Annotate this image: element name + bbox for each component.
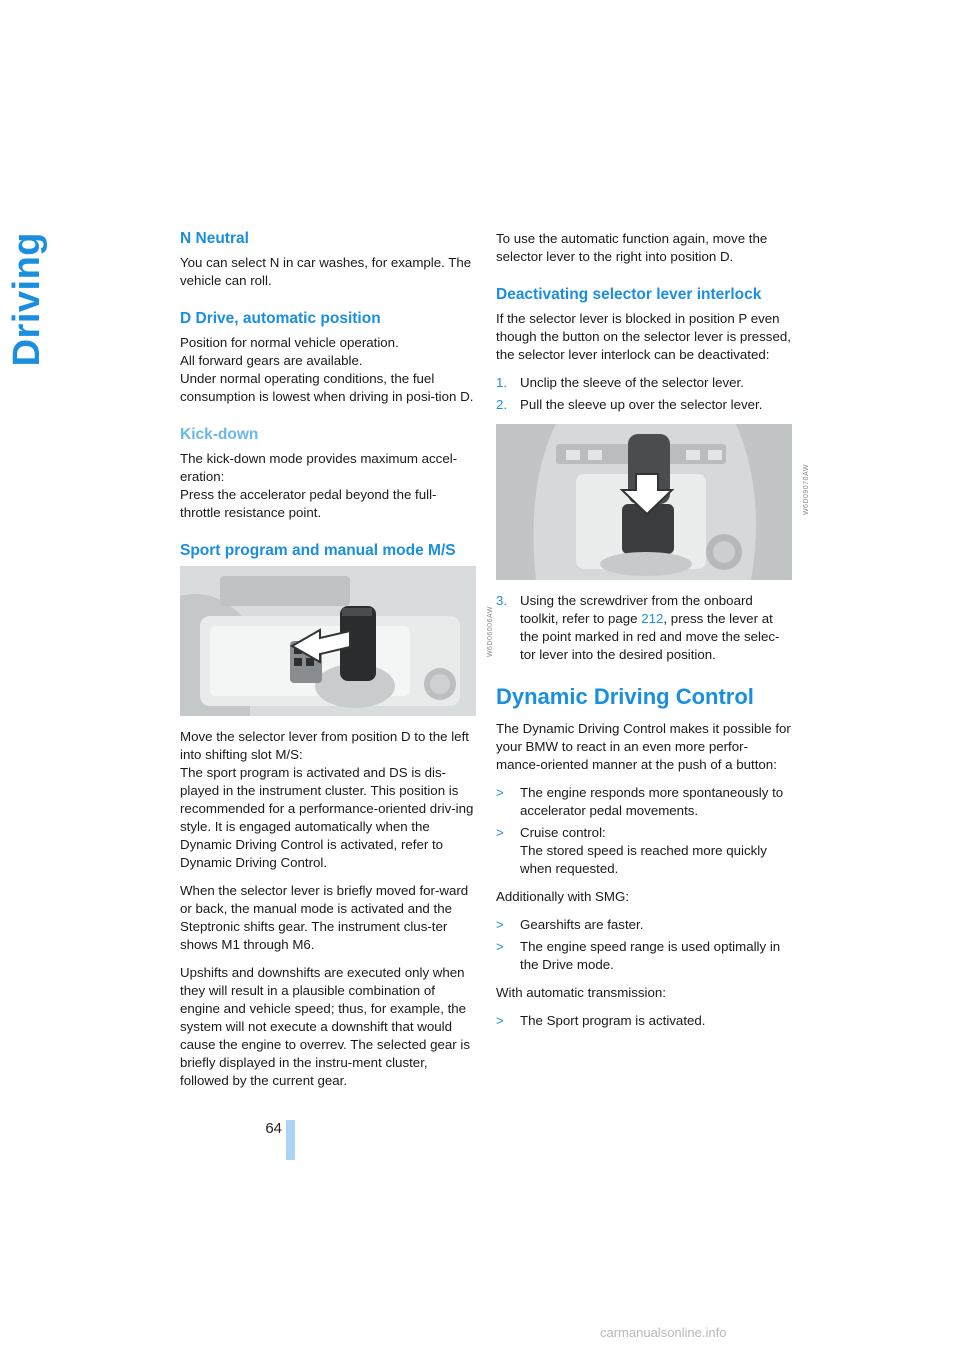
list-item: > Gearshifts are faster.	[496, 917, 644, 932]
smg-label: Additionally with SMG:	[496, 889, 630, 904]
ddc-bullets	[496, 784, 792, 878]
neutral-text: You can select N in car washes, for example. The vehicle can roll.	[180, 255, 472, 288]
image-code: W6D06006AW	[487, 606, 494, 658]
chapter-title: Driving	[6, 232, 48, 367]
drive-text-2: All forward gears are available.	[180, 353, 363, 368]
right-column	[496, 230, 810, 1040]
sport-text-1a: Move the selector lever from position D to the left into shifting slot M/S:	[180, 729, 469, 762]
automatic-label: With automatic transmission:	[496, 985, 666, 1000]
selector-lever-interlock-photo	[496, 424, 810, 580]
interlock-heading: Deactivating selector lever interlock	[496, 286, 762, 303]
interlock-steps	[496, 374, 792, 414]
list-item: > The Sport program is activated.	[496, 1013, 706, 1028]
kickdown-text-2: Press the accelerator pedal beyond the full-throttle resistance point.	[180, 487, 437, 520]
page-number: 64	[265, 1120, 282, 1137]
ddc-heading: Dynamic Driving Control	[496, 684, 754, 709]
page-marker-bar	[286, 1120, 295, 1160]
step-item: 2. Pull the sleeve up over the selector lever.	[496, 397, 763, 412]
step-item: 3. Using the screwdriver from the onboard toolkit, refer to page 212, press the lever at the point marked in red and move the selec-tor lever into the desired position.	[496, 593, 780, 662]
left-column	[180, 230, 494, 1100]
smg-bullets	[496, 916, 792, 974]
drive-heading: D Drive, automatic position	[180, 310, 381, 327]
interlock-step-3	[496, 592, 792, 664]
list-item: > Cruise control: The stored speed is reached more quickly when requested.	[496, 825, 767, 876]
drive-text-3: Under normal operating conditions, the fuel consumption is lowest when driving in posi-tion D.	[180, 371, 474, 404]
image-code: W6D09070AW	[803, 464, 810, 516]
automatic-bullets	[496, 1012, 792, 1030]
footer-watermark: carmanualsonline.info	[600, 1325, 727, 1340]
list-item: > The engine speed range is used optimally in the Drive mode.	[496, 939, 781, 972]
page-reference-link[interactable]: 212	[641, 611, 664, 626]
sport-text-1b: The sport program is activated and DS is dis-played in the instrument cluster. This position is recommended for a performance-oriented driv-ing style. It is engaged automatically when the Dynamic Driving Control is activated, refer to Dynamic Driving Control.	[180, 765, 474, 870]
sport-heading: Sport program and manual mode M/S	[180, 542, 456, 559]
sport-text-3: Upshifts and downshifts are executed only when they will result in a plausible combination of engine and vehicle speed; thus, for example, the system will not execute a downshift that would cause the engine to overrev. The selected gear is briefly displayed in the instru-ment cluster, followed by the current gear.	[180, 965, 470, 1088]
kickdown-heading: Kick-down	[180, 426, 259, 443]
neutral-heading: N Neutral	[180, 230, 249, 247]
kickdown-text-1: The kick-down mode provides maximum accel-eration:	[180, 451, 458, 484]
ddc-intro: The Dynamic Driving Control makes it possible for your BMW to react in an even more perfor-mance-oriented manner at the push of a button:	[496, 721, 791, 772]
selector-lever-sport-photo	[180, 566, 494, 716]
list-item: > The engine responds more spontaneously to accelerator pedal movements.	[496, 785, 784, 818]
auto-function-text: To use the automatic function again, move the selector lever to the right into position D.	[496, 231, 768, 264]
drive-text-1: Position for normal vehicle operation.	[180, 335, 399, 350]
step-item: 1. Unclip the sleeve of the selector lever.	[496, 375, 744, 390]
interlock-text: If the selector lever is blocked in position P even though the button on the selector lever is pressed, the selector lever interlock can be deactivated:	[496, 311, 791, 362]
sport-text-2: When the selector lever is briefly moved for-ward or back, the manual mode is activated and the Steptronic shifts gear. The instrument clus-ter shows M1 through M6.	[180, 883, 469, 952]
